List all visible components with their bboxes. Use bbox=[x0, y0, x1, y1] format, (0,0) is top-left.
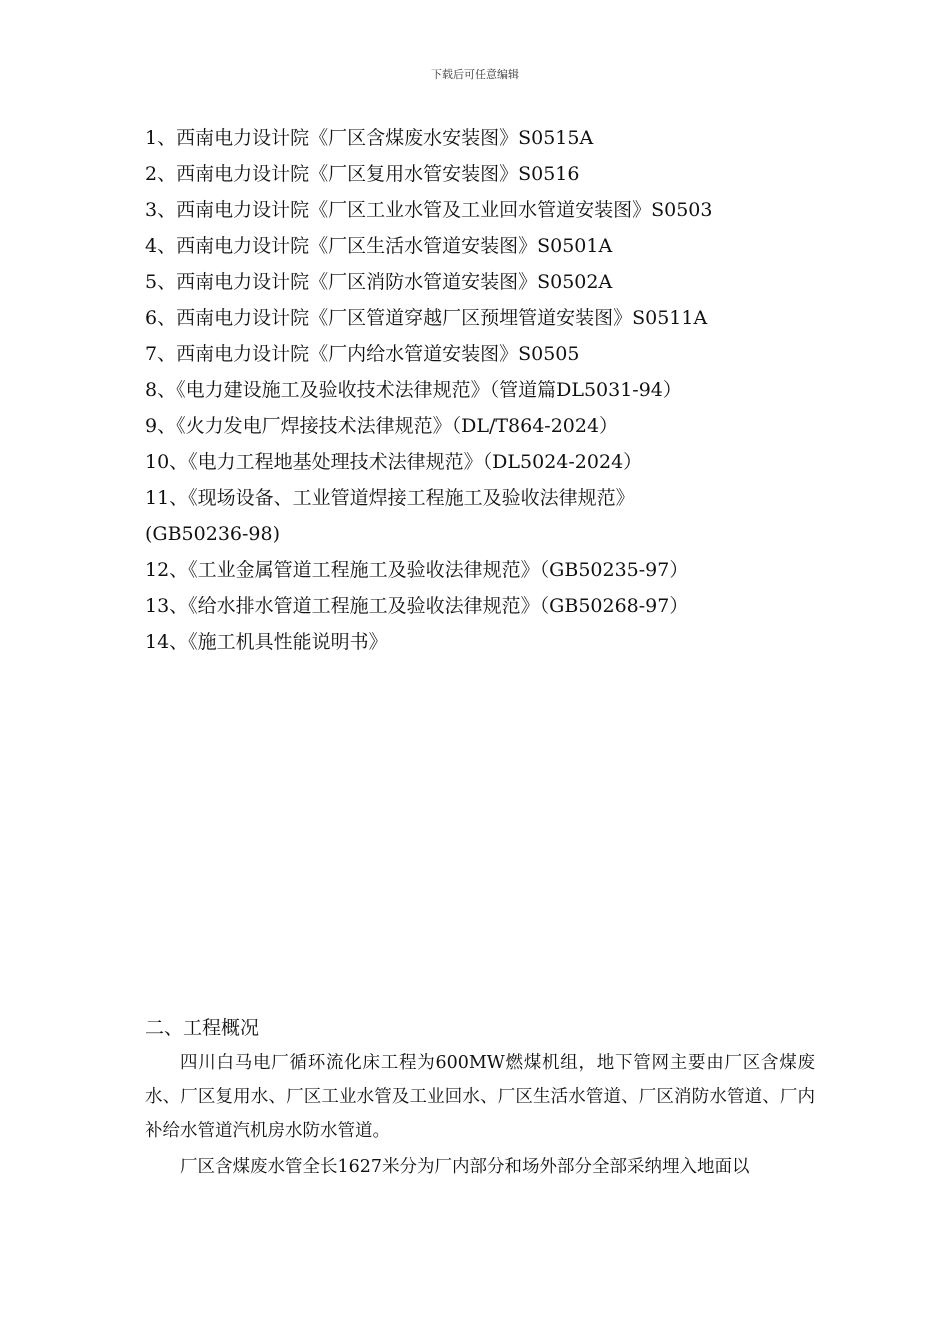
reference-item: 7、西南电力设计院《厂内给水管道安装图》S0505 bbox=[145, 343, 580, 365]
reference-list bbox=[145, 120, 825, 660]
reference-item: 2、西南电力设计院《厂区复用水管安装图》S0516 bbox=[145, 163, 580, 185]
reference-item: 12、《工业金属管道工程施工及验收法律规范》（GB50235-97） bbox=[145, 559, 689, 581]
body-paragraph: 四川白马电厂循环流化床工程为600MW燃煤机组，地下管网主要由厂区含煤废水、厂区复用水、厂区工业水管及工业回水、厂区生活水管道、厂区消防水管道、厂内补给水管道汽机房水防水管道。 bbox=[145, 1053, 815, 1141]
reference-item: (GB50236-98) bbox=[145, 523, 281, 545]
reference-item: 5、西南电力设计院《厂区消防水管道安装图》S0502A bbox=[145, 271, 613, 293]
reference-item: 10、《电力工程地基处理技术法律规范》（DL5024-2024） bbox=[145, 451, 643, 473]
reference-item: 13、《给水排水管道工程施工及验收法律规范》（GB50268-97） bbox=[145, 595, 689, 617]
reference-item: 4、西南电力设计院《厂区生活水管道安装图》S0501A bbox=[145, 235, 613, 257]
body-paragraph: 厂区含煤废水管全长1627米分为厂内部分和场外部分全部采纳埋入地面以 bbox=[180, 1157, 750, 1177]
page-header: 下载后可任意编辑 bbox=[431, 68, 519, 81]
reference-item: 1、西南电力设计院《厂区含煤废水安装图》S0515A bbox=[145, 127, 594, 149]
project-overview-section bbox=[145, 1012, 815, 1184]
reference-item: 9、《火力发电厂焊接技术法律规范》（DL/T864-2024） bbox=[145, 415, 619, 437]
reference-item: 6、西南电力设计院《厂区管道穿越厂区预埋管道安装图》S0511A bbox=[145, 307, 708, 329]
reference-item: 11、《现场设备、工业管道焊接工程施工及验收法律规范》 bbox=[145, 487, 635, 509]
reference-item: 8、《电力建设施工及验收技术法律规范》（管道篇DL5031-94） bbox=[145, 379, 682, 401]
reference-item: 3、西南电力设计院《厂区工业水管及工业回水管道安装图》S0503 bbox=[145, 199, 713, 221]
reference-item: 14、《施工机具性能说明书》 bbox=[145, 631, 388, 653]
section-title: 二、工程概况 bbox=[145, 1017, 260, 1039]
